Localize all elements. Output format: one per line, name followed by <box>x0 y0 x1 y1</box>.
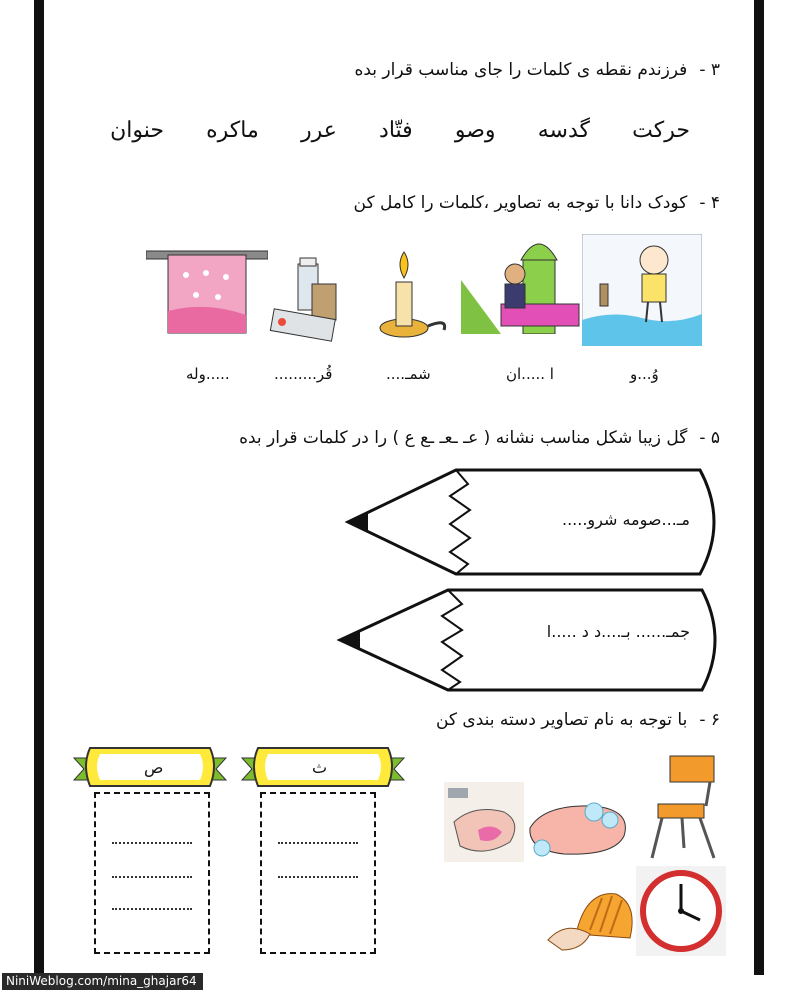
question-3-word-list <box>110 118 690 143</box>
question-4-heading <box>354 193 721 213</box>
question-5-text: گل زیبا شکل مناسب نشانه ( عـ ـعـ ـع ع ) را در کلمات قرار بده <box>239 428 688 448</box>
question-5-heading <box>239 428 720 448</box>
category-box-left[interactable] <box>94 792 210 954</box>
chair-image <box>644 752 722 862</box>
word-item: حرکت <box>632 118 690 143</box>
answer-line[interactable] <box>278 876 358 878</box>
answer-line[interactable] <box>278 842 358 844</box>
pencil-1-text[interactable]: مـ...صومه شرو..... <box>562 510 690 529</box>
word-item: عرر <box>300 118 337 143</box>
word-item: ماکره <box>206 118 259 143</box>
word-item: حنوان <box>110 118 164 143</box>
question-3-number: ۳ - <box>699 60 720 80</box>
mosque-azan-image <box>461 230 581 334</box>
question-5-number: ۵ - <box>699 428 720 448</box>
question-6-heading <box>436 710 720 730</box>
fill-word[interactable]: قُر......... <box>274 365 333 383</box>
answer-line[interactable] <box>112 842 192 844</box>
question-6-text: با توجه به نام تصاویر دسته بندی کن <box>435 710 688 730</box>
fill-word[interactable]: وُ...و <box>630 365 659 383</box>
question-3-text: فرزندم نقطه ی کلمات را جای مناسب قرار بده <box>354 60 688 80</box>
category-box-right[interactable] <box>260 792 376 954</box>
word-item: فتّاد <box>379 118 413 143</box>
question-6-number: ۶ - <box>699 710 720 730</box>
soap-image <box>524 790 636 860</box>
label-right: ث <box>312 758 328 777</box>
left-border <box>34 0 44 975</box>
question-3-heading <box>354 60 720 80</box>
question-4-text: کودک دانا با توجه به تصاویر ،کلمات را کامل کن <box>353 193 688 213</box>
label-left: ص <box>144 758 164 777</box>
clock-image <box>636 866 726 956</box>
candle-image <box>378 248 454 340</box>
towel-image <box>146 245 268 337</box>
fill-word[interactable]: ا .....ان <box>506 365 554 383</box>
fill-word[interactable]: .....وله <box>186 365 230 383</box>
pencil-2-text[interactable]: جمـ...... بـ....د د .....ا <box>546 622 690 641</box>
fill-word[interactable]: شمـ.... <box>386 365 431 383</box>
question-4-number: ۴ - <box>699 193 720 213</box>
answer-line[interactable] <box>112 908 192 910</box>
word-item: گدسه <box>537 118 590 143</box>
seashells-image <box>546 884 638 954</box>
word-item: وصو <box>454 118 496 143</box>
watermark: NiniWeblog.com/mina_ghajar64 <box>2 973 203 990</box>
answer-line[interactable] <box>112 876 192 878</box>
washing-hands-image <box>444 782 524 862</box>
right-border <box>754 0 764 975</box>
boy-washing-face-image <box>582 234 702 346</box>
medicine-image <box>268 254 344 346</box>
